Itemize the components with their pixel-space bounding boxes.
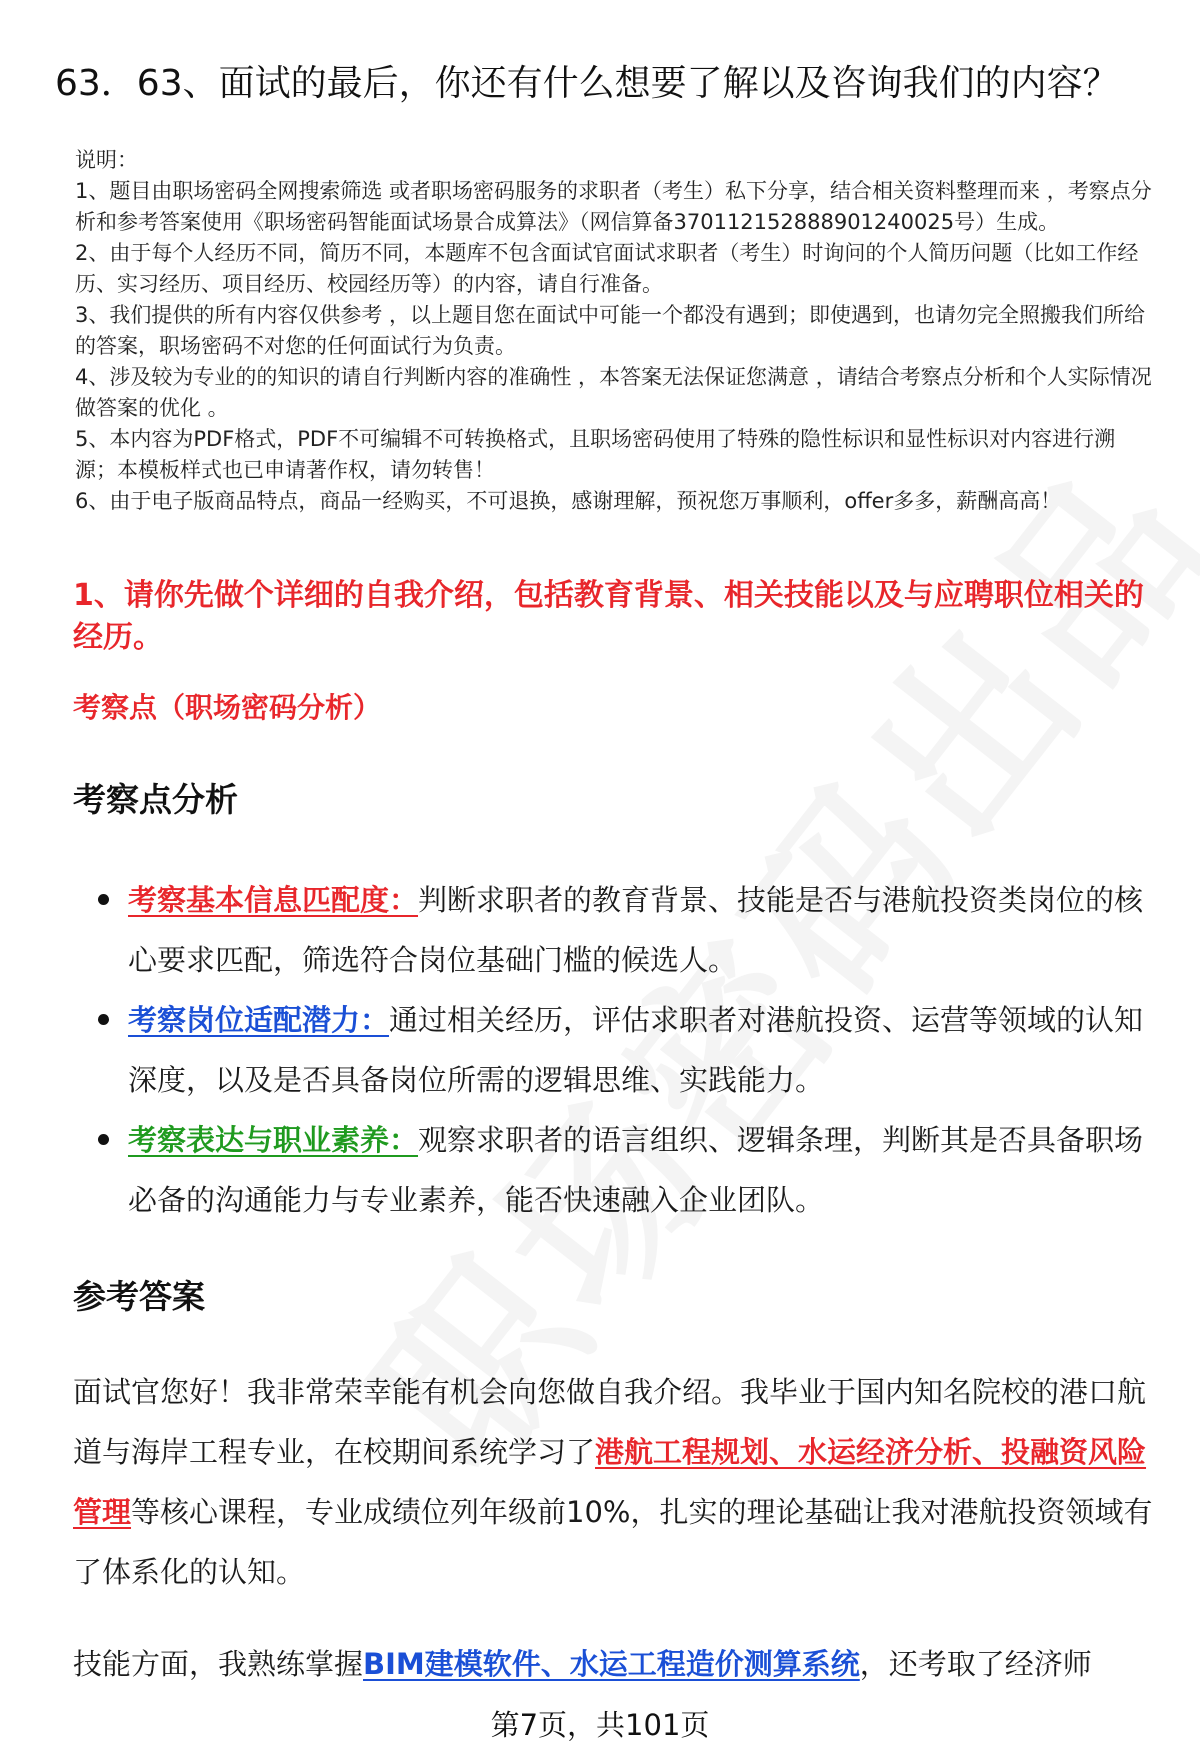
note-item: 2、由于每个人经历不同，简历不同，本题库不包含面试官面试求职者（考生）时询问的个人简历问题（比如工作经历、实习经历、项目经历、校园经历等）的内容，请自行准备。 xyxy=(75,241,1139,296)
answer-body xyxy=(73,1362,1155,1726)
analysis-text: 通过相关经历，评估求职者对港航投资、运营等领域的认知深度，以及是否具备岗位所需的逻辑思维、实践能力。 xyxy=(128,1003,1144,1097)
note-item: 3、我们提供的所有内容仅供参考 ，以上题目您在面试中可能一个都没有遇到；即使遇到，也请勿完全照搬我们所给的答案，职场密码不对您的任何面试行为负责。 xyxy=(75,303,1146,358)
page-footer: 第7页，共101页 xyxy=(490,1708,710,1742)
answer-text-segment: 技能方面，我熟练掌握 xyxy=(73,1647,364,1681)
analysis-keyword: 考察岗位适配潜力： xyxy=(128,1003,390,1037)
note-item: 6、由于电子版商品特点，商品一经购买，不可退换，感谢理解，预祝您万事顺利，offer多多，薪酬高高！ xyxy=(75,489,1062,513)
analysis-keyword: 考察表达与职业素养： xyxy=(128,1123,419,1157)
note-item: 5、本内容为PDF格式，PDF不可编辑不可转换格式，且职场密码使用了特殊的隐性标识和显性标识对内容进行溯源；本模板样式也已申请著作权，请勿转售！ xyxy=(75,427,1116,482)
question-title: 63．63、面试的最后，你还有什么想要了解以及咨询我们的内容？ xyxy=(55,63,1119,104)
analysis-item xyxy=(95,990,1155,1110)
analysis-heading: 考察点分析 xyxy=(73,780,238,819)
answer-text-segment: ，还考取了经济师 xyxy=(859,1647,1092,1681)
answer-heading: 参考答案 xyxy=(73,1277,205,1316)
disclaimer-notes xyxy=(75,145,1155,517)
analysis-keyword: 考察基本信息匹配度： xyxy=(128,883,419,917)
answer-paragraph xyxy=(73,1634,1155,1694)
analysis-label: 考察点（职场密码分析） xyxy=(73,691,382,724)
bullet-icon xyxy=(98,1014,109,1025)
note-item: 1、题目由职场密码全网搜索筛选 或者职场密码服务的求职者（考生）私下分享，结合相关资料整理而来 ，考察点分析和参考答案使用《职场密码智能面试场景合成算法》（网信算备370112152888901240025号）生成。 xyxy=(75,179,1152,234)
answer-text-segment: 面试官您好！我非常荣幸能有机会向您做自我介绍。我毕业于国内知名院校的港口航道与海岸工程专业，在校期间系统学习了 xyxy=(73,1375,1147,1469)
analysis-item xyxy=(95,1110,1155,1230)
bullet-icon xyxy=(98,894,109,905)
analysis-list xyxy=(95,870,1155,1230)
answer-paragraph xyxy=(73,1362,1155,1602)
analysis-text: 观察求职者的语言组织、逻辑条理，判断其是否具备职场必备的沟通能力与专业素养，能否快速融入企业团队。 xyxy=(128,1123,1144,1217)
note-item: 4、涉及较为专业的的知识的请自行判断内容的准确性 ，本答案无法保证您满意 ，请结合考察点分析和个人实际情况做答案的优化 。 xyxy=(75,365,1152,420)
section-question: 1、请你先做个详细的自我介绍，包括教育背景、相关技能以及与应聘职位相关的经历。 xyxy=(73,578,1144,655)
answer-keyword: 港航工程规划、水运经济分析、投融资风险管理 xyxy=(73,1435,1147,1529)
answer-text-segment: 等核心课程，专业成绩位列年级前10%，扎实的理论基础让我对港航投资领域有了体系化的认知。 xyxy=(73,1495,1153,1589)
answer-keyword: BIM建模软件、水运工程造价测算系统 xyxy=(363,1647,860,1681)
bullet-icon xyxy=(98,1134,109,1145)
analysis-item xyxy=(95,870,1155,990)
analysis-text: 判断求职者的教育背景、技能是否与港航投资类岗位的核心要求匹配，筛选符合岗位基础门槛的候选人。 xyxy=(128,883,1144,977)
notes-heading: 说明： xyxy=(75,148,138,172)
